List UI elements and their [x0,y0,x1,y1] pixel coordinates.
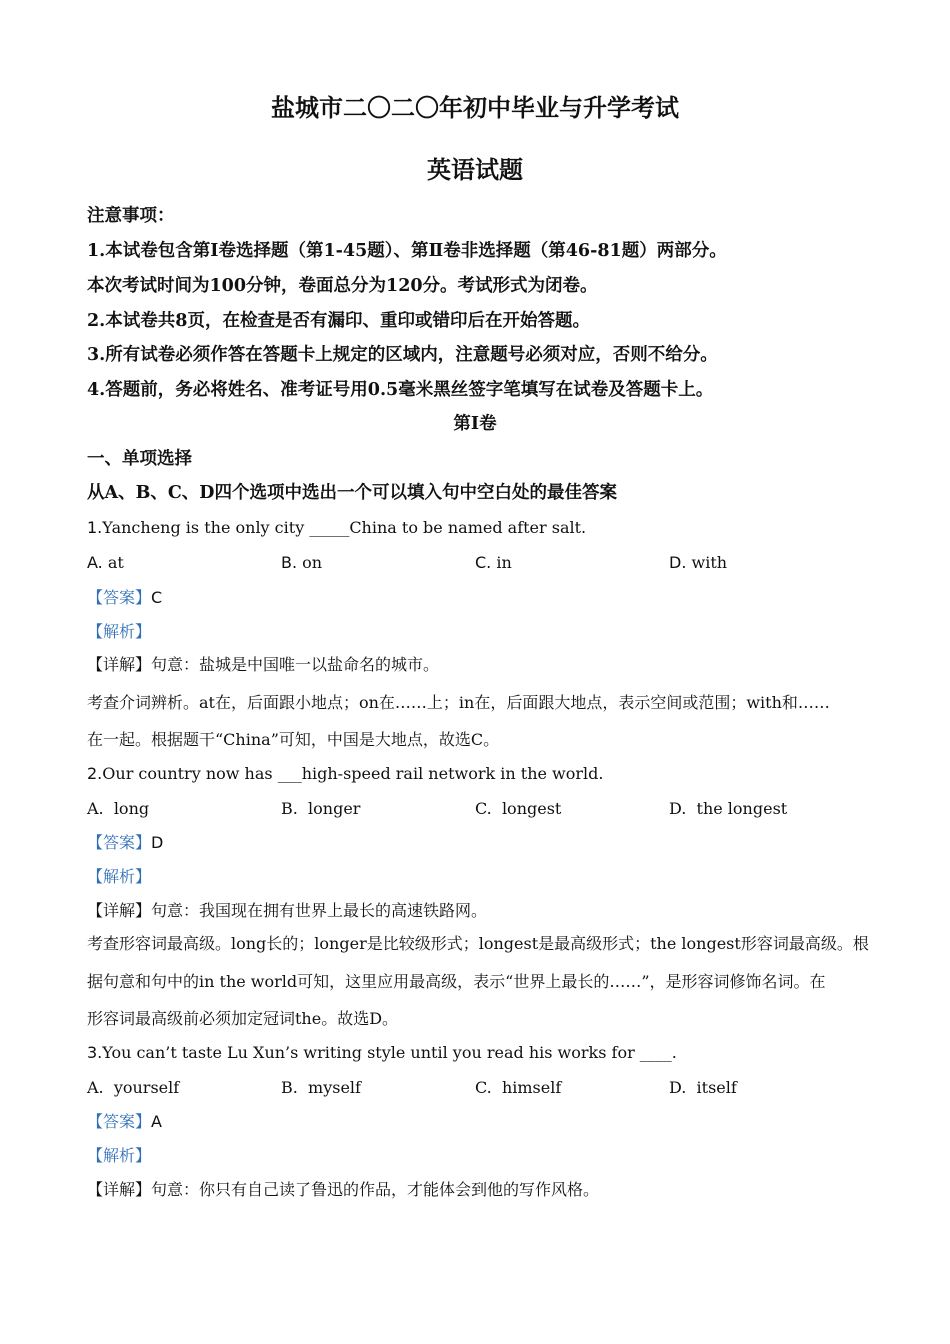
question-2-option-c [475,798,561,820]
option-text: myself [308,1078,361,1097]
option-letter: C. [475,1078,492,1097]
option-letter: C. [475,553,492,572]
answer-value: C [151,588,163,607]
option-text: with [691,553,728,572]
question-1-option-c [475,552,512,574]
option-letter: B. [281,1078,298,1097]
question-3-analysis-label: 【解析】 [87,1146,152,1165]
question-2-answer [87,832,877,854]
detail-label: 【详解】 [87,901,152,920]
answer-value: A [151,1112,162,1131]
option-letter: A. [87,1078,104,1097]
question-2-explanation-line: 考查形容词最高级。long长的；longer是比较级形式；longest是最高级形式；the longest形容词最高级。根 [87,934,869,953]
option-text: on [302,553,323,572]
notice-line: 4.答题前，务必将姓名、准考证号用0.5毫米黑丝签字笔填写在试卷及答题卡上。 [87,380,714,400]
question-2-explanation-line: 形容词最高级前必须加定冠词the。故选D。 [87,1009,399,1028]
notice-line: 本次考试时间为100分钟，卷面总分为120分。考试形式为闭卷。 [87,276,598,296]
detail-label: 【详解】 [87,655,152,674]
option-letter: A. [87,799,104,818]
option-text: in [496,553,512,572]
option-text: the longest [696,799,788,818]
option-text: at [107,553,124,572]
question-2-analysis-label: 【解析】 [87,867,152,886]
answer-label: 【答案】 [87,588,152,607]
question-number: 3. [87,1043,103,1062]
question-2-option-d [669,798,787,820]
answer-value: D [151,833,164,852]
option-text: itself [696,1078,737,1097]
option-letter: D. [669,553,687,572]
question-1-option-b [281,552,322,574]
option-letter: D. [669,1078,687,1097]
question-1-option-d [669,552,727,574]
question-3-option-b [281,1077,361,1099]
detail-text: 句意：你只有自己读了鲁迅的作品，才能体会到他的写作风格。 [151,1180,600,1199]
option-text: long [113,799,150,818]
section-title: 一、单项选择 [87,449,192,469]
question-1-answer [87,587,877,609]
notice-heading: 注意事项： [87,206,175,226]
notice-line: 1.本试卷包含第Ⅰ卷选择题（第1-45题）、第Ⅱ卷非选择题（第46-81题）两部分。 [87,241,727,261]
question-2-stem [87,763,877,785]
option-letter: A. [87,553,103,572]
detail-label: 【详解】 [87,1180,152,1199]
option-letter: C. [475,799,492,818]
question-1-explanation-line: 考查介词辨析。at在，后面跟小地点；on在……上；in在，后面跟大地点，表示空间或范围；with和…… [87,693,830,712]
option-text: himself [501,1078,562,1097]
answer-label: 【答案】 [87,1112,152,1131]
question-2-detail [87,900,877,922]
question-1-explanation-line: 在一起。根据题干“China”可知，中国是大地点，故选C。 [87,730,500,749]
part-title: 第Ⅰ卷 [453,414,497,434]
detail-text: 句意：我国现在拥有世界上最长的高速铁路网。 [151,901,488,920]
answer-label: 【答案】 [87,833,152,852]
detail-text: 句意：盐城是中国唯一以盐命名的城市。 [151,655,440,674]
question-1-stem [87,517,877,539]
option-letter: D. [669,799,687,818]
section-instruction: 从A、B、C、D四个选项中选出一个可以填入句中空白处的最佳答案 [87,483,617,503]
notice-line: 2.本试卷共8页，在检查是否有漏印、重印或错印后在开始答题。 [87,311,590,331]
question-1-option-a [87,552,124,574]
question-2-option-a [87,798,149,820]
question-1-analysis-label: 【解析】 [87,622,152,641]
question-3-option-a [87,1077,179,1099]
question-text: Our country now has ___high-speed rail network in the world. [102,764,604,783]
question-number: 2. [87,764,103,783]
question-3-answer [87,1111,877,1133]
question-text: You can’t taste Lu Xun’s writing style until you read his works for ____. [102,1043,677,1062]
question-3-option-c [475,1077,561,1099]
question-3-stem [87,1042,877,1064]
question-3-option-d [669,1077,737,1099]
option-text: longer [308,799,361,818]
question-1-detail [87,654,877,676]
question-2-option-b [281,798,360,820]
question-number: 1. [87,518,103,537]
option-text: longest [501,799,562,818]
option-letter: B. [281,553,298,572]
option-text: yourself [113,1078,180,1097]
notice-line: 3.所有试卷必须作答在答题卡上规定的区域内，注意题号必须对应，否则不给分。 [87,345,718,365]
question-2-explanation-line: 据句意和句中的in the world可知，这里应用最高级，表示“世界上最长的……”，是形容词修饰名词。在 [87,972,826,991]
question-text: Yancheng is the only city _____China to be named after salt. [102,518,587,537]
exam-title: 盐城市二〇二〇年初中毕业与升学考试 [271,93,679,122]
exam-subtitle: 英语试题 [427,155,523,184]
option-letter: B. [281,799,298,818]
question-3-detail [87,1179,877,1201]
